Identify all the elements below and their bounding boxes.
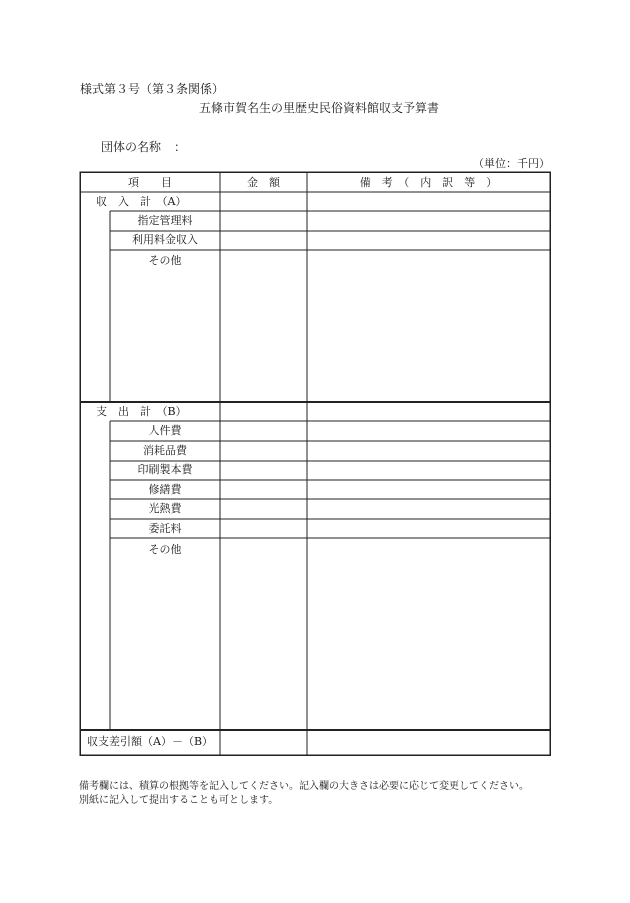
income-item-designated-management-fee: 指定管理料 <box>137 214 193 227</box>
column-header-item: 項 目 <box>128 176 172 189</box>
document-title: 五條市賀名生の里歴史民俗資料館収支予算書 <box>198 101 439 115</box>
note-line-2: 別紙に記入して提出することも可とします。 <box>79 795 279 806</box>
balance-label: 収支差引額（A）－（B） <box>87 735 214 748</box>
expense-item-personnel: 人件費 <box>148 424 182 437</box>
expense-item-repair: 修繕費 <box>148 483 182 496</box>
income-item-other: その他 <box>148 254 182 267</box>
column-header-amount: 金 額 <box>247 176 280 189</box>
expense-total-label: 支 出 計 （B） <box>96 405 187 418</box>
note-line-1: 備考欄には、積算の根拠等を記入してください。記入欄の大きさは必要に応じて変更してください。 <box>79 781 529 792</box>
expense-item-printing: 印刷製本費 <box>137 463 193 476</box>
column-header-remarks: 備 考 （ 内 訳 等 ） <box>359 176 498 189</box>
organization-name-colon: ： <box>174 140 187 154</box>
income-total-label: 収 入 計 （A） <box>96 195 187 208</box>
expense-item-consumables: 消耗品費 <box>143 444 187 457</box>
organization-name-label: 団体の名称 <box>101 140 162 154</box>
expense-item-utilities: 光熱費 <box>148 502 182 515</box>
expense-item-outsourcing: 委託料 <box>148 522 182 535</box>
form-number: 様式第３号（第３条関係） <box>80 82 225 96</box>
unit-label: （単位：千円） <box>473 157 550 170</box>
expense-item-other: その他 <box>148 543 182 556</box>
income-item-usage-fee-revenue: 利用料金収入 <box>132 233 198 246</box>
